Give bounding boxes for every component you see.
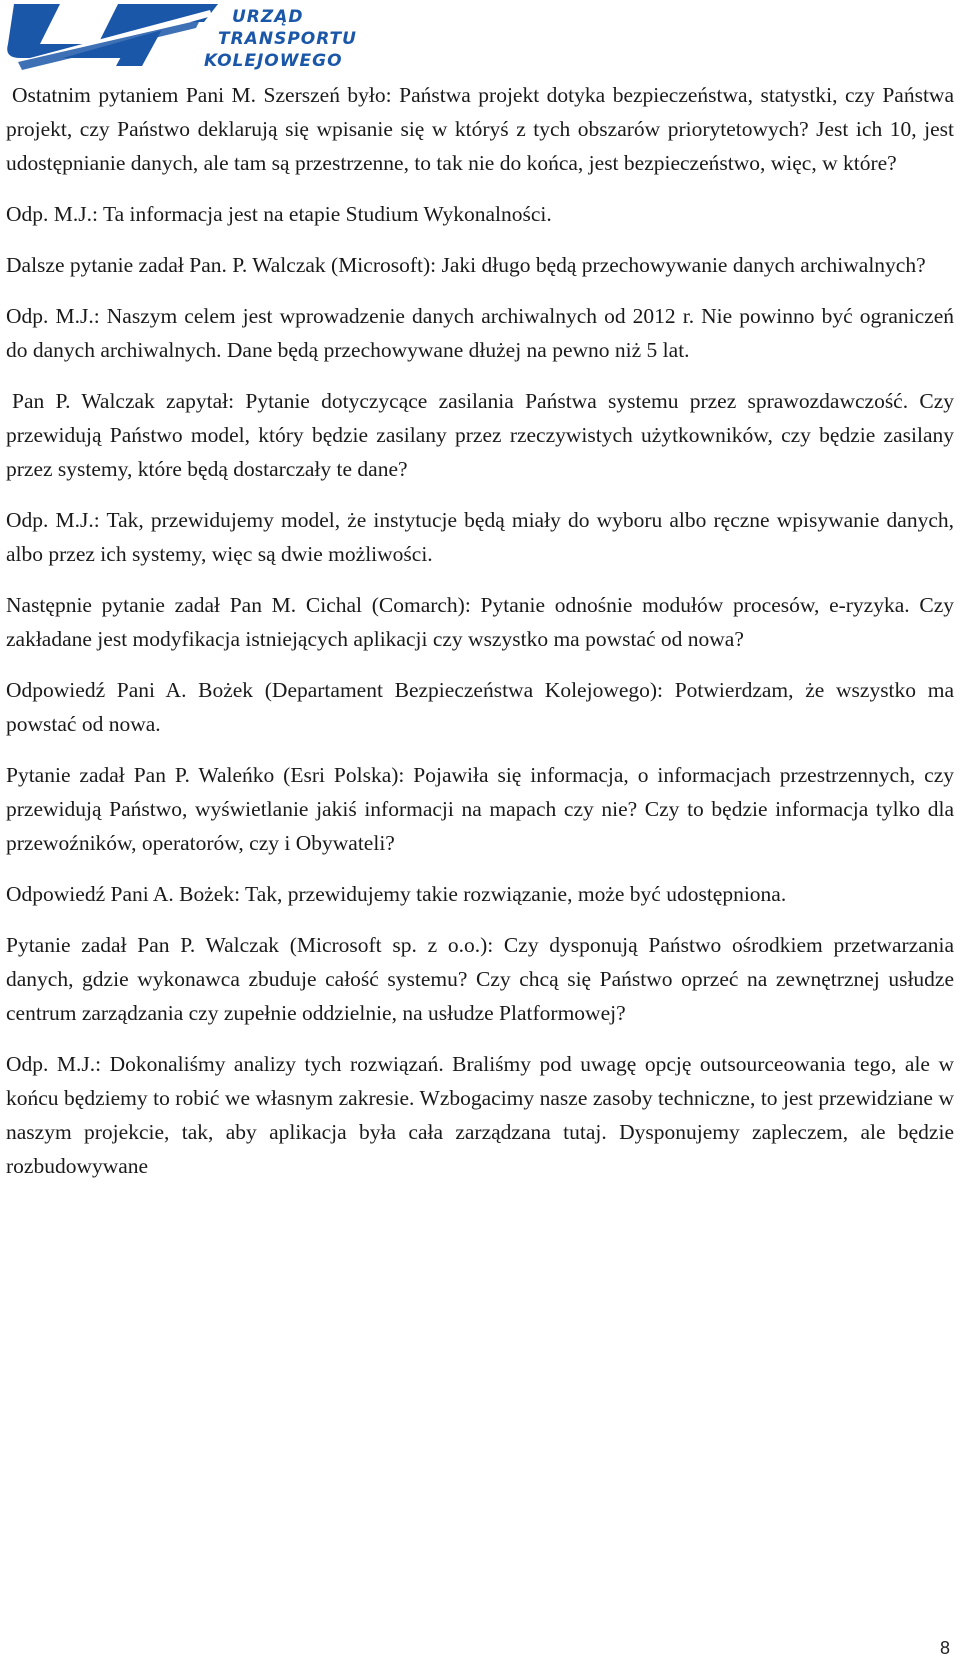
paragraph: Pan P. Walczak zapytał: Pytanie dotyczycące zasilania Państwa systemu przez sprawozdawczość. Czy przewidują Państwo model, który będzie zasilany przez rzeczywistych użytkowników, czy będzie zasilany przez systemy, które będą dostarczały te dane? xyxy=(6,389,954,481)
page-header xyxy=(0,0,960,82)
utk-logo xyxy=(0,0,380,80)
svg-text:TRANSPORTU: TRANSPORTU xyxy=(218,29,357,49)
paragraph: Ostatnim pytaniem Pani M. Szerszeń było: Państwa projekt dotyka bezpieczeństwa, statystki, czy Państwa projekt, czy Państwo deklarują się wpisanie się w któryś z tych obszarów priorytetowych? Jest ich 10, jest udostępnianie danych, ale tam są przestrzenne, to tak nie do końca, jest bezpieczeństwo, więc, w które? xyxy=(6,83,954,175)
paragraph: Odp. M.J.: Dokonaliśmy analizy tych rozwiązań. Braliśmy pod uwagę opcję outsourceowania tego, ale w końcu będziemy to robić we własnym zakresie. Wzbogacimy nasze zasoby techniczne, to jest przewidziane w naszym projekcie, tak, aby aplikacja była cała zarządzana tutaj. Dysponujemy zapleczem, ale będzie rozbudowywane xyxy=(6,1052,954,1178)
svg-text:URZĄD: URZĄD xyxy=(232,7,304,27)
paragraph: Pytanie zadał Pan P. Walczak (Microsoft sp. z o.o.): Czy dysponują Państwo ośrodkiem przetwarzania danych, gdzie wykonawca zbuduje całość systemu? Czy chcą się Państwo oprzeć na zewnętrznej usłudze centrum zarządzania czy zupełnie oddzielnie, na usłudze Platformowej? xyxy=(6,933,954,1025)
paragraph: Pytanie zadał Pan P. Waleńko (Esri Polska): Pojawiła się informacja, o informacjach przestrzennych, czy przewidują Państwo, wyświetlanie jakiś informacji na mapach czy nie? Czy to będzie informacja tylko dla przewoźników, operatorów, czy i Obywateli? xyxy=(6,763,954,855)
paragraph: Odpowiedź Pani A. Bożek (Departament Bezpieczeństwa Kolejowego): Potwierdzam, że wszystko ma powstać od nowa. xyxy=(6,678,954,736)
svg-text:KOLEJOWEGO: KOLEJOWEGO xyxy=(204,51,343,71)
paragraph: Odp. M.J.: Ta informacja jest na etapie Studium Wykonalności. xyxy=(6,202,552,226)
paragraph: Następnie pytanie zadał Pan M. Cichal (Comarch): Pytanie odnośnie modułów procesów, e-ryzyka. Czy zakładane jest modyfikacja istniejących aplikacji czy wszystko ma powstać od nowa? xyxy=(6,593,954,651)
paragraph: Dalsze pytanie zadał Pan. P. Walczak (Microsoft): Jaki długo będą przechowywanie danych archiwalnych? xyxy=(6,253,926,277)
document-body xyxy=(6,78,954,1200)
paragraph: Odp. M.J.: Naszym celem jest wprowadzenie danych archiwalnych od 2012 r. Nie powinno być ograniczeń do danych archiwalnych. Dane będą przechowywane dłużej na pewno niż 5 lat. xyxy=(6,304,954,362)
page-number: 8 xyxy=(939,1638,950,1658)
paragraph: Odpowiedź Pani A. Bożek: Tak, przewidujemy takie rozwiązanie, może być udostępniona. xyxy=(6,882,787,906)
paragraph: Odp. M.J.: Tak, przewidujemy model, że instytucje będą miały do wyboru albo ręczne wpisywanie danych, albo przez ich systemy, więc są dwie możliwości. xyxy=(6,508,954,566)
